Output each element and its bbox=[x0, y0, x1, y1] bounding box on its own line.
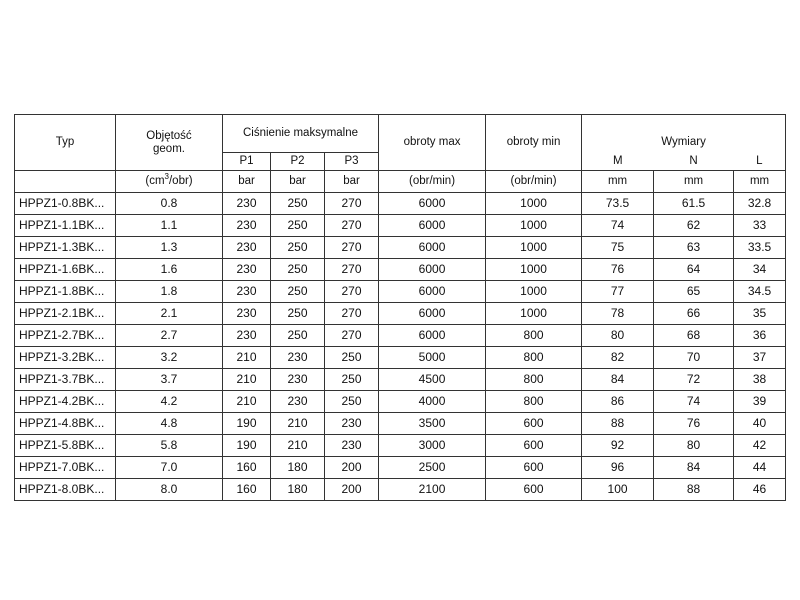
header-cisnienie: Ciśnienie maksymalne bbox=[223, 115, 379, 153]
cell-vol: 2.7 bbox=[116, 325, 223, 347]
cell-p3: 270 bbox=[325, 237, 379, 259]
cell-min: 600 bbox=[486, 479, 582, 501]
cell-p3: 270 bbox=[325, 215, 379, 237]
unit-p3: bar bbox=[325, 171, 379, 193]
cell-p2: 210 bbox=[271, 413, 325, 435]
cell-max: 4000 bbox=[379, 391, 486, 413]
table-row bbox=[15, 479, 786, 501]
cell-p3: 250 bbox=[325, 391, 379, 413]
cell-p1: 230 bbox=[223, 237, 271, 259]
cell-m: 84 bbox=[582, 369, 654, 391]
cell-p3: 200 bbox=[325, 457, 379, 479]
cell-p2: 250 bbox=[271, 281, 325, 303]
table-row bbox=[15, 347, 786, 369]
cell-vol: 1.8 bbox=[116, 281, 223, 303]
cell-p3: 200 bbox=[325, 479, 379, 501]
cell-typ: HPPZ1-8.0BK... bbox=[15, 479, 116, 501]
unit-volume-sup: 3 bbox=[164, 172, 169, 182]
cell-typ: HPPZ1-3.2BK... bbox=[15, 347, 116, 369]
cell-p2: 230 bbox=[271, 369, 325, 391]
cell-p1: 190 bbox=[223, 413, 271, 435]
cell-m: 96 bbox=[582, 457, 654, 479]
cell-typ: HPPZ1-4.8BK... bbox=[15, 413, 116, 435]
cell-max: 6000 bbox=[379, 303, 486, 325]
cell-n: 74 bbox=[654, 391, 734, 413]
cell-l: 32.8 bbox=[734, 193, 786, 215]
header-p1: P1 bbox=[223, 153, 271, 171]
header-m: M bbox=[582, 153, 654, 171]
cell-vol: 1.6 bbox=[116, 259, 223, 281]
header-objetosc-line2: geom. bbox=[153, 142, 185, 155]
cell-l: 38 bbox=[734, 369, 786, 391]
table-row bbox=[15, 391, 786, 413]
cell-max: 2500 bbox=[379, 457, 486, 479]
unit-volume-post: /obr) bbox=[168, 175, 193, 187]
cell-p2: 210 bbox=[271, 435, 325, 457]
cell-n: 65 bbox=[654, 281, 734, 303]
cell-m: 92 bbox=[582, 435, 654, 457]
unit-l: mm bbox=[734, 171, 786, 193]
cell-l: 40 bbox=[734, 413, 786, 435]
cell-m: 80 bbox=[582, 325, 654, 347]
cell-min: 600 bbox=[486, 457, 582, 479]
cell-vol: 3.2 bbox=[116, 347, 223, 369]
unit-p1: bar bbox=[223, 171, 271, 193]
cell-vol: 5.8 bbox=[116, 435, 223, 457]
cell-p3: 270 bbox=[325, 303, 379, 325]
cell-p2: 180 bbox=[271, 479, 325, 501]
cell-min: 800 bbox=[486, 347, 582, 369]
cell-p3: 270 bbox=[325, 259, 379, 281]
cell-p3: 230 bbox=[325, 413, 379, 435]
header-p2: P2 bbox=[271, 153, 325, 171]
cell-p1: 210 bbox=[223, 391, 271, 413]
table-row bbox=[15, 193, 786, 215]
cell-n: 70 bbox=[654, 347, 734, 369]
cell-typ: HPPZ1-1.6BK... bbox=[15, 259, 116, 281]
table-row bbox=[15, 237, 786, 259]
cell-p1: 210 bbox=[223, 347, 271, 369]
cell-n: 80 bbox=[654, 435, 734, 457]
cell-vol: 1.3 bbox=[116, 237, 223, 259]
cell-p1: 230 bbox=[223, 259, 271, 281]
cell-p1: 210 bbox=[223, 369, 271, 391]
cell-typ: HPPZ1-4.2BK... bbox=[15, 391, 116, 413]
cell-min: 800 bbox=[486, 369, 582, 391]
cell-min: 800 bbox=[486, 325, 582, 347]
spec-table bbox=[14, 114, 786, 501]
cell-p2: 180 bbox=[271, 457, 325, 479]
cell-p3: 270 bbox=[325, 193, 379, 215]
cell-typ: HPPZ1-3.7BK... bbox=[15, 369, 116, 391]
cell-typ: HPPZ1-0.8BK... bbox=[15, 193, 116, 215]
cell-typ: HPPZ1-2.1BK... bbox=[15, 303, 116, 325]
cell-p1: 230 bbox=[223, 193, 271, 215]
cell-max: 6000 bbox=[379, 215, 486, 237]
header-typ: Typ bbox=[15, 115, 116, 171]
table-row bbox=[15, 325, 786, 347]
cell-n: 88 bbox=[654, 479, 734, 501]
cell-l: 36 bbox=[734, 325, 786, 347]
table-row bbox=[15, 369, 786, 391]
cell-p3: 250 bbox=[325, 369, 379, 391]
unit-obroty-max: (obr/min) bbox=[379, 171, 486, 193]
cell-typ: HPPZ1-1.3BK... bbox=[15, 237, 116, 259]
unit-volume-pre: (cm bbox=[145, 175, 165, 187]
cell-p3: 230 bbox=[325, 435, 379, 457]
cell-max: 6000 bbox=[379, 281, 486, 303]
header-objetosc-line1: Objętość bbox=[146, 129, 192, 142]
cell-max: 2100 bbox=[379, 479, 486, 501]
cell-vol: 3.7 bbox=[116, 369, 223, 391]
header-obroty-max: obroty max bbox=[379, 115, 486, 171]
cell-l: 35 bbox=[734, 303, 786, 325]
cell-vol: 8.0 bbox=[116, 479, 223, 501]
cell-n: 66 bbox=[654, 303, 734, 325]
cell-m: 86 bbox=[582, 391, 654, 413]
table-row bbox=[15, 259, 786, 281]
cell-n: 72 bbox=[654, 369, 734, 391]
cell-min: 1000 bbox=[486, 259, 582, 281]
cell-max: 3000 bbox=[379, 435, 486, 457]
cell-p2: 250 bbox=[271, 215, 325, 237]
cell-n: 62 bbox=[654, 215, 734, 237]
cell-max: 4500 bbox=[379, 369, 486, 391]
cell-typ: HPPZ1-5.8BK... bbox=[15, 435, 116, 457]
cell-p1: 160 bbox=[223, 479, 271, 501]
unit-typ bbox=[15, 171, 116, 193]
cell-n: 63 bbox=[654, 237, 734, 259]
cell-min: 600 bbox=[486, 413, 582, 435]
cell-m: 77 bbox=[582, 281, 654, 303]
cell-max: 5000 bbox=[379, 347, 486, 369]
cell-n: 68 bbox=[654, 325, 734, 347]
cell-min: 1000 bbox=[486, 237, 582, 259]
cell-l: 46 bbox=[734, 479, 786, 501]
cell-m: 88 bbox=[582, 413, 654, 435]
unit-p2: bar bbox=[271, 171, 325, 193]
cell-vol: 4.8 bbox=[116, 413, 223, 435]
header-wymiary: Wymiary bbox=[582, 115, 786, 153]
table-row bbox=[15, 457, 786, 479]
unit-volume bbox=[116, 171, 223, 193]
table-row bbox=[15, 303, 786, 325]
cell-vol: 7.0 bbox=[116, 457, 223, 479]
cell-l: 34.5 bbox=[734, 281, 786, 303]
cell-p3: 250 bbox=[325, 347, 379, 369]
table-row bbox=[15, 435, 786, 457]
header-objetosc bbox=[116, 115, 223, 171]
table-row bbox=[15, 281, 786, 303]
cell-max: 6000 bbox=[379, 237, 486, 259]
cell-l: 39 bbox=[734, 391, 786, 413]
table-row bbox=[15, 413, 786, 435]
cell-l: 42 bbox=[734, 435, 786, 457]
cell-m: 76 bbox=[582, 259, 654, 281]
cell-min: 1000 bbox=[486, 193, 582, 215]
table-row bbox=[15, 215, 786, 237]
cell-l: 33 bbox=[734, 215, 786, 237]
cell-l: 44 bbox=[734, 457, 786, 479]
header-p3: P3 bbox=[325, 153, 379, 171]
cell-n: 61.5 bbox=[654, 193, 734, 215]
cell-typ: HPPZ1-7.0BK... bbox=[15, 457, 116, 479]
cell-min: 1000 bbox=[486, 303, 582, 325]
cell-l: 33.5 bbox=[734, 237, 786, 259]
cell-p1: 230 bbox=[223, 215, 271, 237]
cell-p2: 250 bbox=[271, 303, 325, 325]
cell-p1: 230 bbox=[223, 325, 271, 347]
cell-max: 6000 bbox=[379, 325, 486, 347]
cell-max: 6000 bbox=[379, 259, 486, 281]
cell-p3: 270 bbox=[325, 281, 379, 303]
cell-vol: 4.2 bbox=[116, 391, 223, 413]
cell-typ: HPPZ1-1.8BK... bbox=[15, 281, 116, 303]
cell-min: 1000 bbox=[486, 215, 582, 237]
cell-vol: 1.1 bbox=[116, 215, 223, 237]
cell-m: 73.5 bbox=[582, 193, 654, 215]
cell-min: 800 bbox=[486, 391, 582, 413]
cell-l: 34 bbox=[734, 259, 786, 281]
cell-p2: 250 bbox=[271, 193, 325, 215]
cell-l: 37 bbox=[734, 347, 786, 369]
cell-max: 3500 bbox=[379, 413, 486, 435]
cell-p2: 250 bbox=[271, 259, 325, 281]
cell-m: 78 bbox=[582, 303, 654, 325]
header-n: N bbox=[654, 153, 734, 171]
cell-min: 1000 bbox=[486, 281, 582, 303]
cell-p1: 160 bbox=[223, 457, 271, 479]
cell-m: 82 bbox=[582, 347, 654, 369]
header-l: L bbox=[734, 153, 786, 171]
cell-p2: 230 bbox=[271, 391, 325, 413]
cell-m: 74 bbox=[582, 215, 654, 237]
unit-n: mm bbox=[654, 171, 734, 193]
cell-typ: HPPZ1-1.1BK... bbox=[15, 215, 116, 237]
cell-n: 76 bbox=[654, 413, 734, 435]
unit-obroty-min: (obr/min) bbox=[486, 171, 582, 193]
cell-vol: 2.1 bbox=[116, 303, 223, 325]
cell-max: 6000 bbox=[379, 193, 486, 215]
cell-p2: 250 bbox=[271, 237, 325, 259]
cell-p2: 250 bbox=[271, 325, 325, 347]
cell-n: 84 bbox=[654, 457, 734, 479]
cell-n: 64 bbox=[654, 259, 734, 281]
cell-p2: 230 bbox=[271, 347, 325, 369]
cell-vol: 0.8 bbox=[116, 193, 223, 215]
header-obroty-min: obroty min bbox=[486, 115, 582, 171]
cell-m: 75 bbox=[582, 237, 654, 259]
cell-typ: HPPZ1-2.7BK... bbox=[15, 325, 116, 347]
cell-min: 600 bbox=[486, 435, 582, 457]
cell-p1: 230 bbox=[223, 281, 271, 303]
cell-p1: 190 bbox=[223, 435, 271, 457]
cell-p3: 270 bbox=[325, 325, 379, 347]
cell-p1: 230 bbox=[223, 303, 271, 325]
unit-m: mm bbox=[582, 171, 654, 193]
cell-m: 100 bbox=[582, 479, 654, 501]
